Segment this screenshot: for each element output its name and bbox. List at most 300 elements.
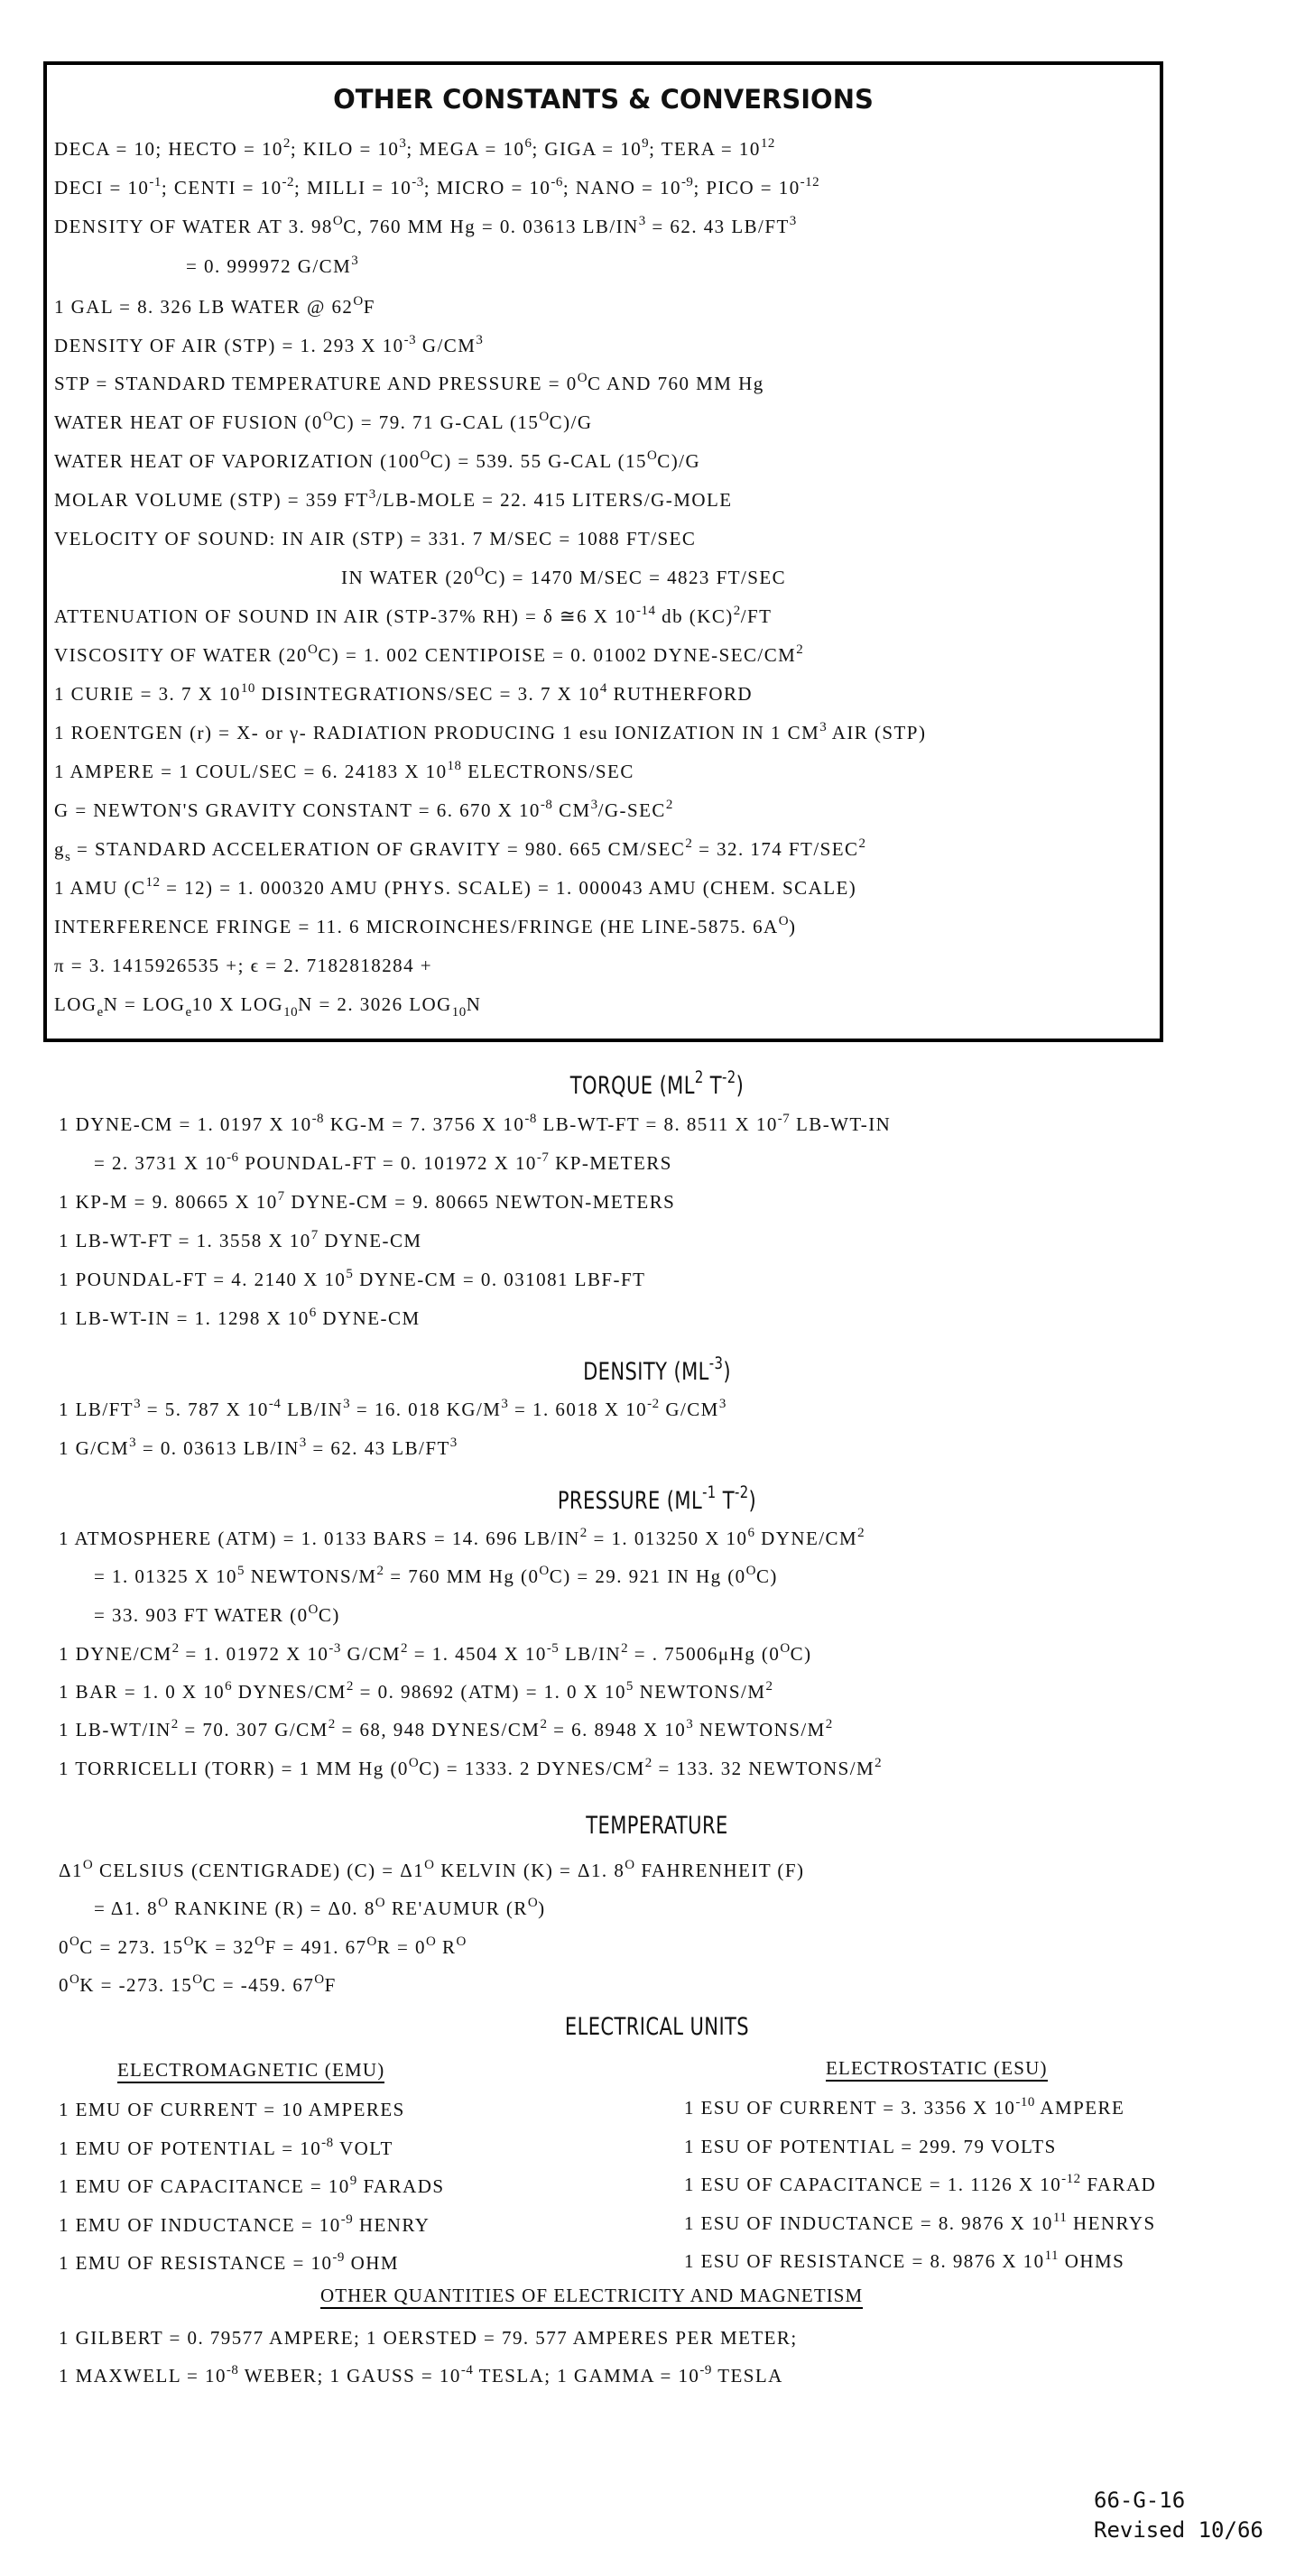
text-segment: 1 ESU OF CURRENT = 3. 3356 X 10 — [684, 2097, 1016, 2119]
superscript: 3 — [476, 333, 484, 347]
constant-line — [341, 565, 787, 588]
superscript: O — [745, 1564, 756, 1578]
text-segment: = 62. 43 LB/FT — [645, 216, 790, 237]
text-segment: ; PICO = 10 — [693, 177, 800, 199]
superscript: 2 — [579, 1526, 588, 1540]
text-segment: DECA = 10; HECTO = 10 — [54, 138, 283, 160]
text-segment: KP-METERS — [549, 1152, 672, 1174]
pressure-line — [59, 1717, 833, 1740]
text-segment: R = 0 — [376, 1936, 426, 1958]
text-segment: NEWTONS/M — [693, 1719, 826, 1740]
superscript: -14 — [635, 604, 656, 618]
text-segment: TESLA; 1 GAMMA = 10 — [473, 2365, 700, 2387]
subscript: e — [97, 1005, 104, 1020]
text-segment: PRESSURE (ML — [557, 1487, 703, 1515]
subscript: s — [64, 850, 71, 864]
text-segment: WATER HEAT OF FUSION (0 — [54, 411, 323, 433]
text-segment: C)/G — [549, 411, 593, 433]
text-segment: ) — [538, 1897, 546, 1919]
text-segment: ELECTRONS/SEC — [461, 761, 634, 782]
text-segment: 1 ATMOSPHERE (ATM) = 1. 0133 BARS = 14. 696 LB/IN — [59, 1528, 580, 1549]
superscript: 2 — [621, 1641, 629, 1656]
text-segment: N = 2. 3026 LOG — [298, 993, 452, 1015]
superscript: 2 — [685, 836, 693, 851]
superscript: O — [539, 1564, 550, 1578]
text-segment: LB/IN — [559, 1643, 622, 1665]
text-segment: = 70. 307 G/CM — [178, 1719, 328, 1740]
superscript: 3 — [638, 214, 646, 228]
constant-line — [54, 875, 857, 899]
superscript: -2 — [282, 175, 295, 189]
superscript: O — [254, 1934, 265, 1949]
other-quantities-heading: OTHER QUANTITIES OF ELECTRICITY AND MAGNETISM — [320, 2285, 863, 2309]
text-segment: LB/IN — [281, 1399, 344, 1420]
text-segment: K = -273. 15 — [79, 1974, 193, 1996]
superscript: O — [82, 1858, 94, 1872]
superscript: 9 — [349, 2174, 357, 2188]
text-segment: DYNE/CM — [754, 1528, 858, 1549]
superscript: 2 — [171, 1717, 179, 1731]
superscript: 7 — [310, 1228, 319, 1242]
text-segment: = 5. 787 X 10 — [141, 1399, 269, 1420]
constant-line — [54, 371, 764, 394]
superscript: O — [158, 1896, 169, 1910]
text-segment: = 6. 8948 X 10 — [547, 1719, 687, 1740]
text-segment: HENRYS — [1067, 2212, 1156, 2234]
revision-date: Revised 10/66 — [1094, 2517, 1263, 2543]
superscript: -7 — [536, 1150, 550, 1165]
text-segment: AMPERE — [1034, 2097, 1125, 2119]
text-segment: VISCOSITY OF WATER (20 — [54, 644, 308, 666]
text-segment: 1 ESU OF CAPACITANCE = 1. 1126 X 10 — [684, 2174, 1062, 2195]
text-segment: G/CM — [416, 335, 477, 356]
esu-line — [684, 2172, 1157, 2195]
text-segment: KG-M = 7. 3756 X 10 — [324, 1113, 525, 1135]
text-segment: C) — [318, 1604, 340, 1626]
box-title: OTHER CONSTANTS & CONVERSIONS — [333, 84, 874, 115]
text-segment: C) = 1. 002 CENTIPOISE = 0. 01002 DYNE-SEC/CM — [318, 644, 797, 666]
superscript: -8 — [321, 2136, 334, 2150]
temperature-line — [59, 1934, 467, 1958]
superscript: O — [778, 914, 790, 928]
text-segment: = 16. 018 KG/M — [350, 1399, 502, 1420]
temperature-line — [94, 1896, 546, 1919]
text-segment: C) — [790, 1643, 812, 1665]
text-segment: CM — [552, 799, 591, 821]
text-segment: NEWTONS/M — [245, 1565, 377, 1587]
text-segment: = 2. 3731 X 10 — [94, 1152, 227, 1174]
text-segment: /G-SEC — [597, 799, 666, 821]
superscript: -9 — [332, 2250, 345, 2265]
superscript: 5 — [346, 1267, 354, 1281]
superscript: -6 — [227, 1150, 239, 1165]
density-line — [59, 1436, 458, 1459]
superscript: O — [183, 1934, 194, 1949]
superscript: 3 — [299, 1436, 307, 1450]
constant-line — [54, 681, 754, 705]
superscript: O — [577, 371, 588, 385]
text-segment: ELECTRICAL UNITS — [564, 2013, 750, 2041]
text-segment: STP = STANDARD TEMPERATURE AND PRESSURE = 0 — [54, 373, 578, 394]
superscript: O — [420, 448, 430, 463]
text-segment: 1 LB-WT/IN — [59, 1719, 171, 1740]
superscript: O — [69, 1934, 80, 1949]
text-segment: RE'AUMUR (R — [385, 1897, 528, 1919]
text-segment: C) = 79. 71 G-CAL (15 — [333, 411, 540, 433]
superscript: 2 — [644, 1756, 652, 1770]
pressure-line — [59, 1526, 865, 1549]
esu-line — [684, 2211, 1156, 2234]
superscript: -2 — [722, 1067, 736, 1087]
text-segment: TORQUE (ML — [569, 1072, 695, 1100]
superscript: O — [424, 1858, 435, 1872]
electrical-title — [144, 2013, 1170, 2041]
text-segment: C) = 29. 921 IN Hg (0 — [549, 1565, 746, 1587]
text-segment: = 1. 013250 X 10 — [587, 1528, 748, 1549]
text-segment: = 68, 948 DYNES/CM — [335, 1719, 541, 1740]
superscript: 2 — [665, 798, 673, 812]
superscript: 2 — [858, 836, 866, 851]
constant-line — [54, 993, 482, 1020]
text-segment: π = 3. 1415926535 +; ϵ = 2. 7182818284 + — [54, 955, 433, 976]
text-segment: = . 75006μHg (0 — [628, 1643, 781, 1665]
superscript: -3 — [403, 333, 417, 347]
superscript: 6 — [524, 136, 532, 151]
esu-line — [684, 2137, 1057, 2156]
text-segment: LB-WT-FT = 8. 8511 X 10 — [536, 1113, 778, 1135]
superscript: O — [625, 1858, 635, 1872]
superscript: 3 — [718, 1397, 726, 1411]
constant-line — [54, 914, 797, 937]
text-segment: C) = 1470 M/SEC = 4823 FT/SEC — [485, 567, 787, 588]
text-segment: = 62. 43 LB/FT — [306, 1437, 450, 1459]
constant-line — [186, 254, 359, 277]
text-segment: Δ1 — [59, 1860, 83, 1881]
superscript: 12 — [145, 875, 161, 890]
text-segment: NEWTONS/M — [633, 1681, 766, 1703]
text-segment: = 0. 999972 G/CM — [186, 255, 352, 277]
superscript: -2 — [647, 1397, 660, 1411]
superscript: 3 — [343, 1397, 351, 1411]
text-segment: 1 LB/FT — [59, 1399, 134, 1420]
text-segment: = 133. 32 NEWTONS/M — [652, 1758, 875, 1779]
text-segment: = 760 MM Hg (0 — [384, 1565, 540, 1587]
text-segment: DYNE-CM — [318, 1230, 422, 1251]
superscript: -9 — [340, 2212, 354, 2227]
superscript: 10 — [240, 681, 255, 696]
text-segment: 1 TORRICELLI (TORR) = 1 MM Hg (0 — [59, 1758, 409, 1779]
text-segment: ) — [736, 1072, 745, 1100]
text-segment: 1 AMU (C — [54, 877, 146, 899]
text-segment: VOLT — [333, 2137, 393, 2159]
text-segment: N = LOG — [103, 993, 186, 1015]
text-segment: G/CM — [340, 1643, 402, 1665]
text-segment: FARAD — [1080, 2174, 1157, 2195]
text-segment: 1 GILBERT = 0. 79577 AMPERE; 1 OERSTED = 79. 577 AMPERES PER METER; — [59, 2327, 798, 2349]
emu-line — [59, 2174, 445, 2197]
superscript: 2 — [171, 1641, 180, 1656]
other-quantity-line — [59, 2329, 798, 2348]
constant-line — [54, 333, 484, 356]
text-segment: 1 EMU OF CAPACITANCE = 10 — [59, 2175, 350, 2197]
text-segment: F = 491. 67 — [264, 1936, 367, 1958]
text-segment: 1 LB-WT-FT = 1. 3558 X 10 — [59, 1230, 311, 1251]
text-segment: 10 X LOG — [191, 993, 284, 1015]
text-segment: DECI = 10 — [54, 177, 150, 199]
emu-line — [59, 2212, 430, 2236]
pressure-line — [59, 1756, 883, 1779]
text-segment: LB-WT-IN — [790, 1113, 892, 1135]
emu-line — [59, 2250, 399, 2274]
superscript: 2 — [765, 1679, 773, 1694]
superscript: O — [322, 410, 334, 424]
text-segment: AIR (STP) — [827, 722, 927, 743]
superscript: O — [408, 1756, 420, 1770]
pressure-line — [94, 1602, 340, 1626]
text-segment: G/CM — [659, 1399, 719, 1420]
superscript: 9 — [642, 136, 650, 151]
text-segment: = 32. 174 FT/SEC — [692, 838, 859, 860]
text-segment: 1 POUNDAL-FT = 4. 2140 X 10 — [59, 1269, 347, 1290]
pressure-line — [59, 1679, 773, 1703]
text-segment: 1 EMU OF INDUCTANCE = 10 — [59, 2214, 341, 2236]
superscript: O — [308, 642, 319, 657]
text-segment: TESLA — [711, 2365, 783, 2387]
constant-line — [54, 448, 701, 472]
superscript: -8 — [226, 2363, 239, 2377]
text-segment: ; KILO = 10 — [290, 138, 400, 160]
constant-line — [54, 410, 593, 433]
superscript: O — [456, 1934, 467, 1949]
superscript: 6 — [747, 1526, 755, 1540]
superscript: 3 — [789, 214, 797, 228]
other-quantity-line — [59, 2363, 783, 2387]
text-segment: DYNE-CM — [316, 1307, 421, 1329]
superscript: -1 — [702, 1482, 717, 1502]
superscript: O — [539, 410, 550, 424]
text-segment: WATER HEAT OF VAPORIZATION (100 — [54, 450, 421, 472]
torque-title — [144, 1067, 1170, 1100]
text-segment: 1 AMPERE = 1 COUL/SEC = 6. 24183 X 10 — [54, 761, 448, 782]
superscript: 6 — [225, 1679, 233, 1694]
superscript: 3 — [686, 1717, 694, 1731]
text-segment: RANKINE (R) = Δ0. 8 — [168, 1897, 375, 1919]
text-segment: 1 EMU OF POTENTIAL = 10 — [59, 2137, 322, 2159]
superscript: 3 — [399, 136, 407, 151]
text-segment: ) — [748, 1487, 757, 1515]
text-segment: ATTENUATION OF SOUND IN AIR (STP-37% RH) = δ ≅6 X 10 — [54, 605, 636, 627]
text-segment: = 1. 6018 X 10 — [508, 1399, 648, 1420]
superscript: 3 — [134, 1397, 142, 1411]
text-segment: N — [466, 993, 482, 1015]
superscript: 2 — [825, 1717, 833, 1731]
subscript: 10 — [451, 1005, 467, 1020]
superscript: 2 — [694, 1067, 704, 1087]
text-segment: 1 ROENTGEN (r) = X- or γ- RADIATION PRODUCING 1 esu IONIZATION IN 1 CM — [54, 722, 820, 743]
superscript: 2 — [874, 1756, 883, 1770]
superscript: O — [308, 1602, 319, 1617]
subscript: e — [185, 1005, 192, 1020]
text-segment: F — [324, 1974, 337, 1996]
torque-line — [59, 1267, 646, 1290]
superscript: 2 — [376, 1564, 384, 1578]
superscript: -7 — [777, 1112, 791, 1126]
superscript: 11 — [1044, 2248, 1060, 2263]
superscript: -8 — [540, 798, 553, 812]
superscript: O — [69, 1972, 80, 1987]
emu-line — [59, 2101, 405, 2119]
text-segment: FAHRENHEIT (F) — [634, 1860, 805, 1881]
text-segment: DENSITY OF WATER AT 3. 98 — [54, 216, 333, 237]
superscript: 7 — [277, 1189, 285, 1204]
text-segment: 1 EMU OF RESISTANCE = 10 — [59, 2252, 333, 2274]
text-segment: 0 — [59, 1936, 69, 1958]
constant-line — [54, 294, 375, 318]
superscript: -5 — [546, 1641, 560, 1656]
superscript: -1 — [149, 175, 162, 189]
superscript: -4 — [268, 1397, 282, 1411]
text-segment: ; GIGA = 10 — [532, 138, 643, 160]
superscript: -3 — [412, 175, 424, 189]
superscript: 18 — [447, 759, 462, 773]
text-segment: ; TERA = 10 — [649, 138, 761, 160]
superscript: -12 — [1061, 2172, 1081, 2186]
text-segment: /FT — [740, 605, 773, 627]
text-segment: G = NEWTON'S GRAVITY CONSTANT = 6. 670 X 10 — [54, 799, 541, 821]
text-segment: 1 DYNE-CM = 1. 0197 X 10 — [59, 1113, 312, 1135]
superscript: O — [314, 1972, 325, 1987]
constant-line — [54, 530, 696, 549]
text-segment: C) — [755, 1565, 778, 1587]
subscript: 10 — [283, 1005, 299, 1020]
text-segment: WEBER; 1 GAUSS = 10 — [238, 2365, 461, 2387]
superscript: 3 — [368, 487, 376, 502]
superscript: 2 — [282, 136, 291, 151]
torque-line — [59, 1228, 422, 1251]
constant-line — [54, 720, 927, 743]
text-segment: MOLAR VOLUME (STP) = 359 FT — [54, 489, 369, 511]
text-segment: IN WATER (20 — [341, 567, 475, 588]
text-segment: T — [716, 1487, 735, 1515]
superscript: 3 — [819, 720, 828, 734]
text-segment: = 1. 4504 X 10 — [408, 1643, 547, 1665]
superscript: -6 — [551, 175, 563, 189]
text-segment: DYNE-CM = 0. 031081 LBF-FT — [353, 1269, 646, 1290]
superscript: -8 — [524, 1112, 537, 1126]
text-segment: RUTHERFORD — [606, 683, 754, 705]
superscript: 2 — [540, 1717, 548, 1731]
text-segment: = Δ1. 8 — [94, 1897, 159, 1919]
superscript: 2 — [733, 604, 741, 618]
text-segment: DISINTEGRATIONS/SEC = 3. 7 X 10 — [254, 683, 600, 705]
superscript: -3 — [708, 1353, 724, 1373]
superscript: O — [375, 1896, 386, 1910]
text-segment: 1 ESU OF POTENTIAL = 299. 79 VOLTS — [684, 2136, 1057, 2157]
text-segment: g — [54, 838, 65, 860]
constant-line — [54, 214, 797, 237]
superscript: 6 — [309, 1306, 317, 1320]
text-segment: T — [703, 1072, 723, 1100]
constant-line — [54, 642, 804, 666]
text-segment: = 0. 03613 LB/IN — [136, 1437, 300, 1459]
text-segment: db (KC) — [655, 605, 734, 627]
text-segment: 1 DYNE/CM — [59, 1643, 172, 1665]
esu-line — [684, 2248, 1125, 2272]
superscript: O — [780, 1641, 791, 1656]
text-segment: ) — [789, 916, 797, 937]
superscript: 2 — [796, 642, 804, 657]
text-segment: = 1. 01325 X 10 — [94, 1565, 238, 1587]
text-segment: C, 760 MM Hg = 0. 03613 LB/IN — [343, 216, 639, 237]
text-segment: ) — [723, 1358, 731, 1386]
text-segment: ; CENTI = 10 — [161, 177, 282, 199]
pressure-line — [94, 1564, 778, 1587]
superscript: -10 — [1015, 2095, 1035, 2110]
text-segment: 1 CURIE = 3. 7 X 10 — [54, 683, 241, 705]
text-segment: = 0. 98692 (ATM) = 1. 0 X 10 — [353, 1681, 626, 1703]
constant-line — [54, 759, 634, 782]
superscript: -2 — [734, 1482, 749, 1502]
text-segment: OHM — [344, 2252, 399, 2274]
superscript: 2 — [328, 1717, 336, 1731]
text-segment: 1 GAL = 8. 326 LB WATER @ 62 — [54, 296, 354, 318]
superscript: O — [527, 1896, 539, 1910]
temperature-line — [59, 1972, 337, 1996]
temperature-line — [59, 1858, 805, 1881]
text-segment: ; MICRO = 10 — [423, 177, 551, 199]
text-segment: 1 EMU OF CURRENT = 10 AMPERES — [59, 2099, 405, 2120]
superscript: O — [474, 565, 486, 579]
density-line — [59, 1397, 726, 1420]
superscript: 11 — [1052, 2211, 1068, 2225]
superscript: -9 — [680, 175, 694, 189]
torque-line — [94, 1150, 672, 1174]
text-segment: = 33. 903 FT WATER (0 — [94, 1604, 309, 1626]
superscript: 3 — [129, 1436, 137, 1450]
superscript: O — [646, 448, 658, 463]
text-segment: = STANDARD ACCELERATION OF GRAVITY = 980. 665 CM/SEC — [70, 838, 686, 860]
superscript: 3 — [590, 798, 598, 812]
density-title — [144, 1353, 1170, 1386]
constant-line — [54, 836, 866, 864]
text-segment: C)/G — [657, 450, 701, 472]
superscript: -4 — [460, 2363, 474, 2377]
esu-line — [684, 2095, 1125, 2119]
esu-heading: ELECTROSTATIC (ESU) — [826, 2058, 1048, 2082]
constant-line — [54, 175, 820, 199]
superscript: 2 — [401, 1641, 409, 1656]
text-segment: HENRY — [353, 2214, 430, 2236]
superscript: O — [192, 1972, 203, 1987]
superscript: -12 — [800, 175, 820, 189]
superscript: O — [425, 1934, 437, 1949]
superscript: O — [366, 1934, 377, 1949]
superscript: 4 — [599, 681, 607, 696]
superscript: -9 — [699, 2363, 712, 2377]
superscript: 5 — [237, 1564, 245, 1578]
torque-line — [59, 1189, 676, 1213]
text-segment: 1 G/CM — [59, 1437, 130, 1459]
constant-line — [54, 956, 432, 975]
text-segment: 1 BAR = 1. 0 X 10 — [59, 1681, 226, 1703]
text-segment: = 12) = 1. 000320 AMU (PHYS. SCALE) = 1. 000043 AMU (CHEM. SCALE) — [160, 877, 857, 899]
constant-line — [54, 798, 673, 821]
constant-line — [54, 487, 733, 511]
text-segment: ; MEGA = 10 — [406, 138, 525, 160]
text-segment: 1 ESU OF RESISTANCE = 8. 9876 X 10 — [684, 2250, 1045, 2272]
emu-line — [59, 2136, 393, 2159]
text-segment: C = -459. 67 — [202, 1974, 315, 1996]
